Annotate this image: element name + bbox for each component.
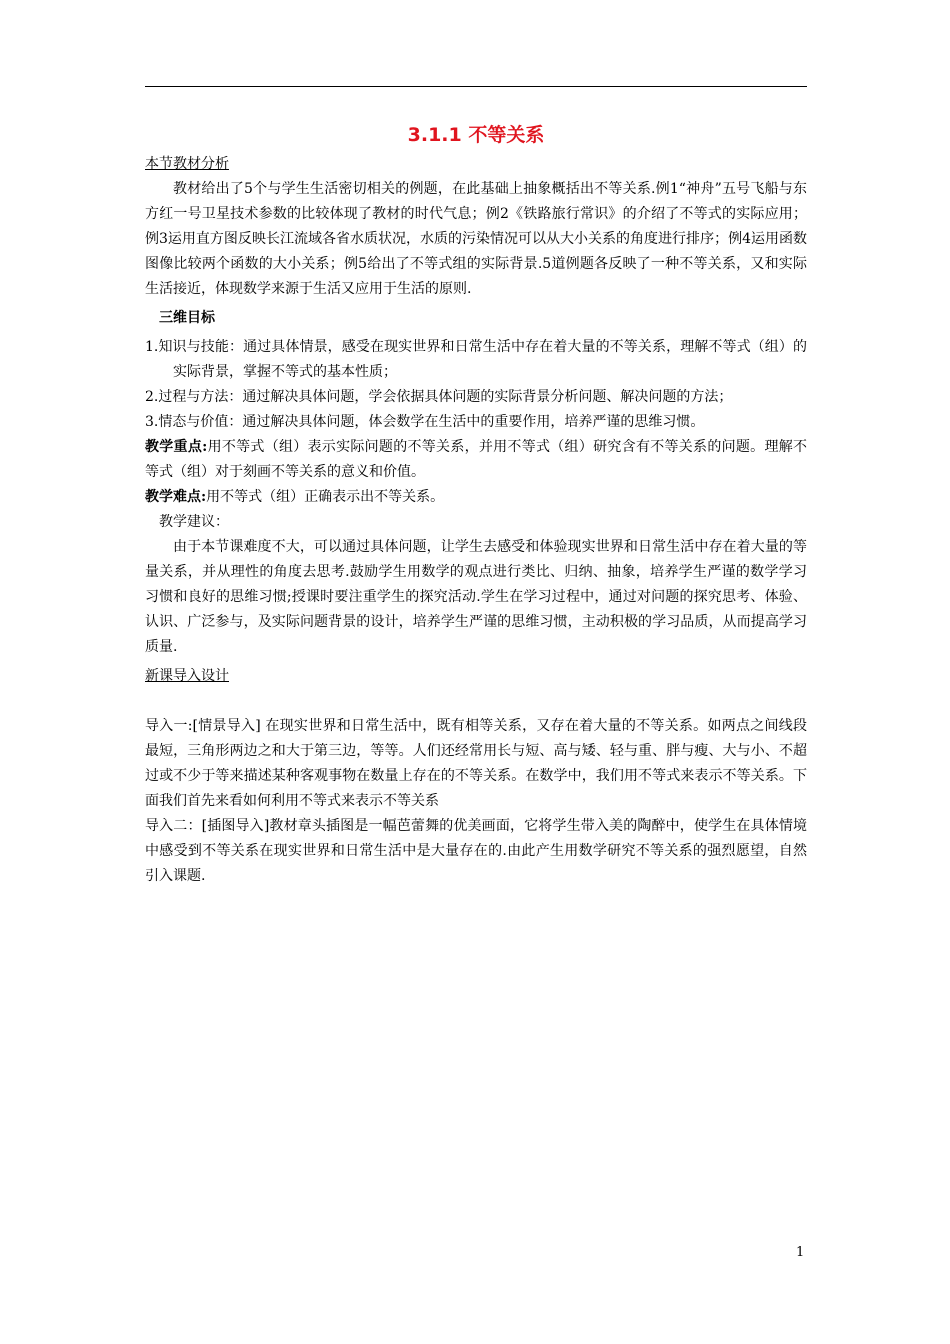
section-heading-analysis: 本节教材分析	[145, 156, 229, 172]
difficulty	[145, 485, 807, 510]
section-heading-intro: 新课导入设计	[145, 668, 229, 684]
spacer	[145, 689, 807, 714]
goal-item-2: 2.过程与方法：通过解决具体问题，学会依据具体问题的实际背景分析问题、解决问题的方法；	[145, 389, 733, 405]
goal-item-3: 3.情态与价值：通过解决具体问题，体会数学在生活中的重要作用，培养严谨的思维习惯。	[145, 414, 705, 430]
key-point	[145, 435, 807, 485]
page-number: 1	[796, 1245, 805, 1260]
page-title: 3.1.1 不等关系	[407, 124, 545, 146]
intro-two-paragraph: 导入二：[插图导入]教材章头插图是一幅芭蕾舞的优美画面，它将学生带入美的陶醉中，使学生在具体情境中感受到不等关系在现实世界和日常生活中是大量存在的.由此产生用数学研究不等关系的强烈愿望，自然引入课题.	[145, 818, 807, 884]
header-rule	[145, 86, 807, 87]
suggestion-heading: 教学建议：	[159, 514, 229, 530]
key-point-text: 用不等式（组）表示实际问题的不等关系，并用不等式（组）研究含有不等关系的问题。理解不等式（组）对于刻画不等关系的意义和价值。	[145, 439, 808, 480]
goal-item-1: 1.知识与技能：通过具体情景，感受在现实世界和日常生活中存在着大量的不等关系，理解不等式（组）的实际背景，掌握不等式的基本性质；	[145, 339, 807, 380]
analysis-paragraph: 教材给出了5个与学生生活密切相关的例题，在此基础上抽象概括出不等关系.例1“神舟”五号飞船与东方红一号卫星技术参数的比较体现了教材的时代气息；例2《铁路旅行常识》的介绍了不等式的实际应用；例3运用直方图反映长江流域各省水质状况，水质的污染情况可以从大小关系的角度进行排序；例4运用函数图像比较两个函数的大小关系；例5给出了不等式组的实际背景.5道例题各反映了一种不等关系，又和实际生活接近，体现数学来源于生活又应用于生活的原则.	[145, 181, 807, 297]
suggestion-paragraph: 由于本节课难度不大，可以通过具体问题，让学生去感受和体验现实世界和日常生活中存在着大量的等量关系，并从理性的角度去思考.鼓励学生用数学的观点进行类比、归纳、抽象，培养学生严谨的数学学习习惯和良好的思维习惯;授课时要注重学生的探究活动.学生在学习过程中，通过对问题的探究思考、体验、认识、广泛参与，及实际问题背景的设计，培养学生严谨的思维习惯，主动积极的学习品质，从而提高学习质量.	[145, 539, 807, 655]
intro-one-paragraph: 导入一:[情景导入] 在现实世界和日常生活中，既有相等关系，又存在着大量的不等关系。如两点之间线段最短，三角形两边之和大于第三边，等等。人们还经常用长与短、高与矮、轻与重、胖与瘦、大与小、不超过或不少于等来描述某种客观事物在数量上存在的不等关系。在数学中，我们用不等式来表示不等关系。下面我们首先来看如何利用不等式来表示不等关系	[145, 718, 807, 809]
goals-heading: 三维目标	[159, 310, 215, 326]
document-content	[145, 120, 807, 889]
difficulty-text: 用不等式（组）正确表示出不等关系。	[206, 489, 445, 505]
difficulty-label: 教学难点:	[145, 489, 207, 505]
key-point-label: 教学重点:	[145, 439, 208, 455]
